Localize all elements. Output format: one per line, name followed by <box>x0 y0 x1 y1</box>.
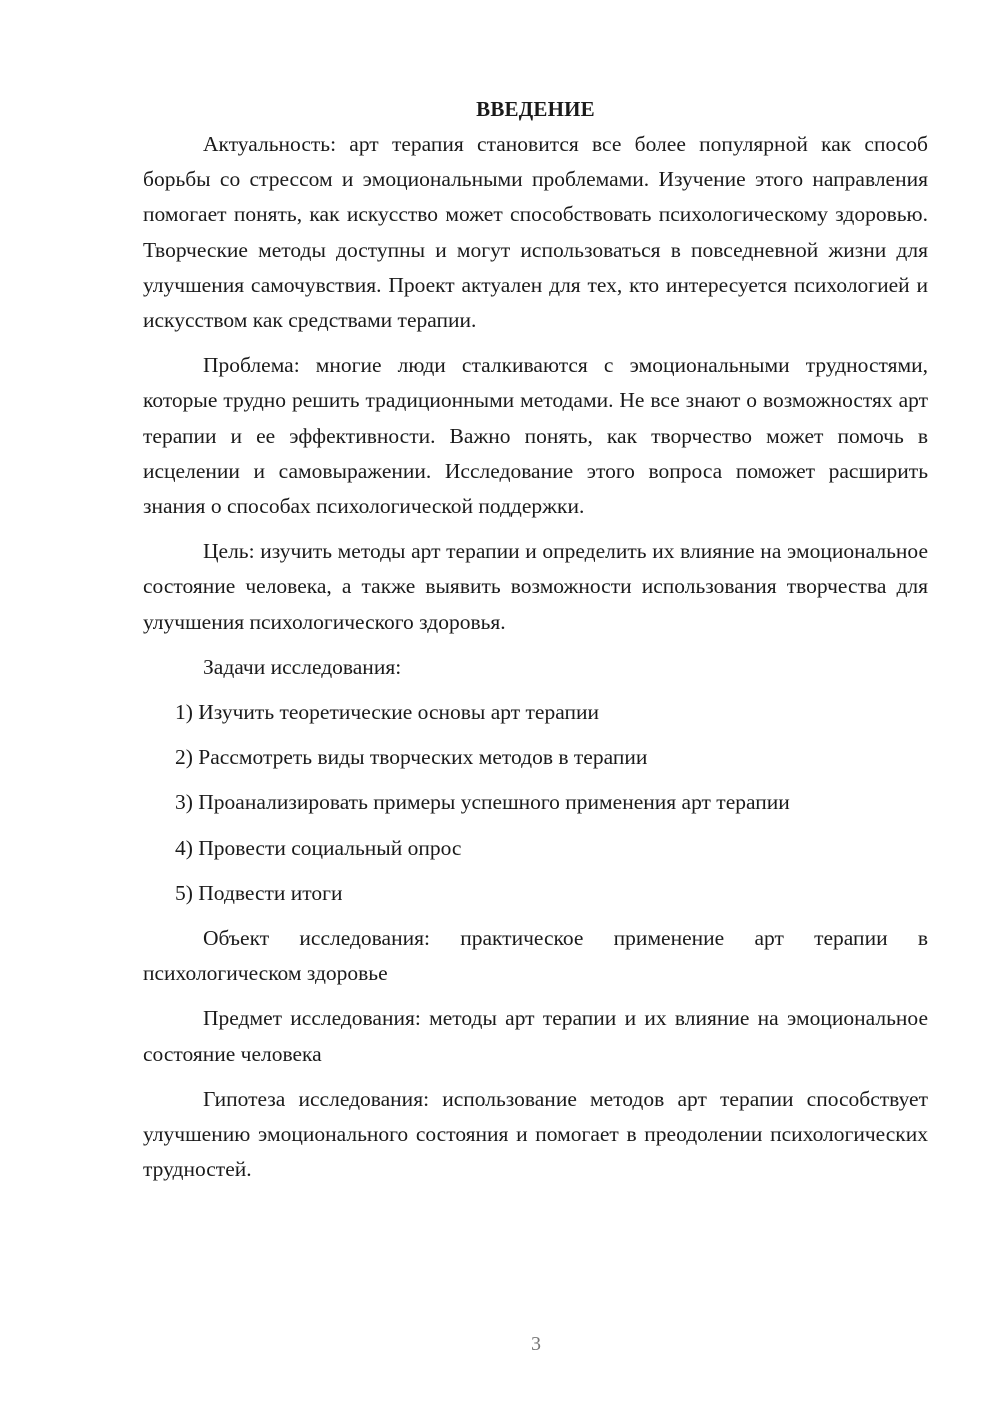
tasks-list <box>143 695 928 911</box>
task-item: 3) Проанализировать примеры успешного применения арт терапии <box>175 790 790 815</box>
task-item: 2) Рассмотреть виды творческих методов в терапии <box>175 745 648 770</box>
subject-paragraph: Предмет исследования: методы арт терапии и их влияние на эмоциональное состояние человека <box>143 1006 928 1066</box>
goal-paragraph: Цель: изучить методы арт терапии и определить их влияние на эмоциональное состояние человека, а также выявить возможности использования творчества для улучшения психологического здоровья. <box>143 539 928 634</box>
page-title: ВВЕДЕНИЕ <box>476 97 595 121</box>
problem-paragraph: Проблема: многие люди сталкиваются с эмоциональными трудностями, которые трудно решить традиционными методами. Не все знают о возможностях арт терапии и ее эффективности. Важно понять, как творчество может помочь в исцелении и самовыражении. Исследование этого вопроса поможет расширить знания о способах психологической поддержки. <box>143 353 928 519</box>
task-item: 5) Подвести итоги <box>175 880 343 905</box>
task-item: 1) Изучить теоретические основы арт терапии <box>175 700 599 725</box>
document-page <box>143 92 928 1197</box>
tasks-heading: Задачи исследования: <box>203 654 402 679</box>
object-paragraph: Объект исследования: практическое применение арт терапии в психологическом здоровье <box>143 926 928 986</box>
relevance-paragraph: Актуальность: арт терапия становится все более популярной как способ борьбы со стрессом и эмоциональными проблемами. Изучение этого направления помогает понять, как искусство может способствовать психологическому здоровью. Творческие методы доступны и могут использоваться в повседневной жизни для улучшения самочувствия. Проект актуален для тех, кто интересуется психологией и искусством как средствами терапии. <box>143 132 928 333</box>
hypothesis-paragraph: Гипотеза исследования: использование методов арт терапии способствует улучшению эмоционального состояния и помогает в преодолении психологических трудностей. <box>143 1086 928 1182</box>
task-item: 4) Провести социальный опрос <box>175 835 462 860</box>
page-number: 3 <box>531 1333 541 1355</box>
